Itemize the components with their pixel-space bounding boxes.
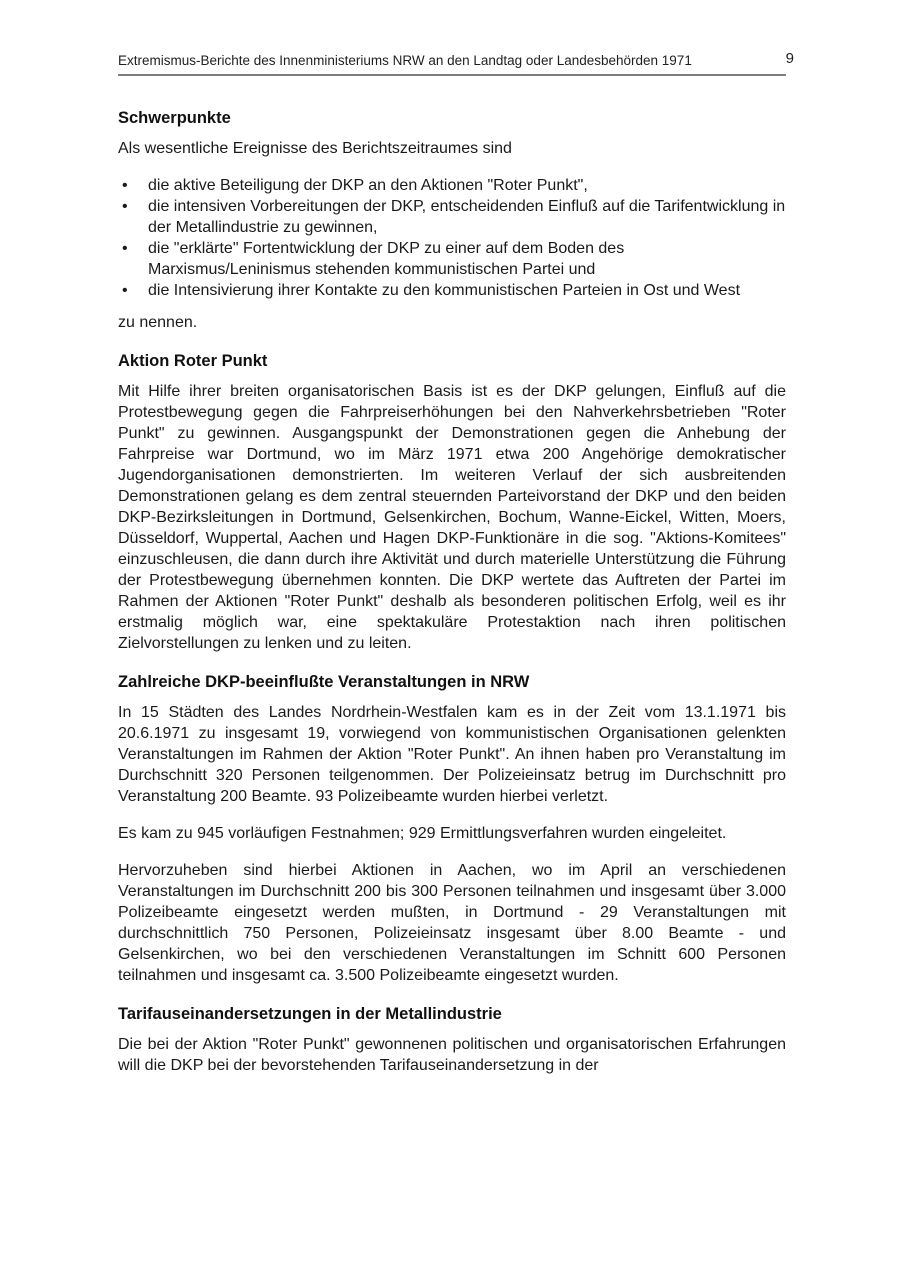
list-item xyxy=(118,238,786,280)
key-events-list xyxy=(118,175,786,301)
paragraph: Mit Hilfe ihrer breiten organisatorischen Basis ist es der DKP gelungen, Einfluß auf die Protestbewegung gegen die Fahrpreiserhöhungen bei den Nahverkehrsbetrieben "Roter Punkt" zu gewinnen. Ausgangspunkt der Demonstrationen gegen die Anhebung der Fahrpreise war Dortmund, wo im März 1971 etwa 200 Angehörige demokratischer Jugendorganisationen demonstrierten. Im weiteren Verlauf der sich ausbreitenden Demonstrationen gelang es dem zentral steuernden Parteivorstand der DKP und den beiden DKP-Bezirksleitungen in Dortmund, Gelsenkirchen, Bochum, Wanne-Eickel, Witten, Moers, Düsseldorf, Wuppertal, Aachen und Hagen DKP-Funktionäre in die sog. "Aktions-Komitees" einzuschleusen, die dann durch ihre Aktivität und durch materielle Unterstützung die Führung der Protestbewegung übernehmen konnten. Die DKP wertete das Auftreten der Partei im Rahmen der Aktionen "Roter Punkt" deshalb als besonderen politischen Erfolg, weil es ihr erstmalig möglich war, eine spektakuläre Protestaktion nach ihren politischen Zielvorstellungen zu lenken und zu leiten. xyxy=(118,383,786,652)
section-heading-schwerpunkte: Schwerpunkte xyxy=(118,109,231,127)
section-heading: Aktion Roter Punkt xyxy=(118,352,268,370)
page-number: 9 xyxy=(785,50,794,67)
page-content xyxy=(118,50,794,1092)
lead-paragraph: Als wesentliche Ereignisse des Berichtszeitraumes sind xyxy=(118,140,512,157)
bullet-icon: • xyxy=(122,177,128,194)
list-item xyxy=(118,175,786,196)
list-item-text: die intensiven Vorbereitungen der DKP, entscheidenden Einfluß auf die Tarifentwicklung in der Metallindustrie zu gewinnen, xyxy=(148,198,786,236)
section-heading: Tarifauseinandersetzungen in der Metallindustrie xyxy=(118,1005,502,1023)
paragraph: Die bei der Aktion "Roter Punkt" gewonnenen politischen und organisatorischen Erfahrungen will die DKP bei der bevorstehenden Tarifauseinandersetzung in der xyxy=(118,1036,786,1074)
list-item xyxy=(118,280,786,301)
bullet-icon: • xyxy=(122,282,128,299)
running-header-title: Extremismus-Berichte des Innenministeriums NRW an den Landtag oder Landesbehörden 1971 xyxy=(118,53,692,68)
paragraph: In 15 Städten des Landes Nordrhein-Westfalen kam es in der Zeit vom 13.1.1971 bis 20.6.1971 zu insgesamt 19, vorwiegend von kommunistischen Organisationen gelenkten Veranstaltungen im Rahmen der Aktion "Roter Punkt". An ihnen haben pro Veranstaltung im Durchschnitt 320 Personen teilgenommen. Der Polizeieinsatz betrug im Durchschnitt pro Veranstaltung 200 Beamte. 93 Polizeibeamte wurden hierbei verletzt. xyxy=(118,704,786,805)
section-veranstaltungen-nrw xyxy=(118,672,786,986)
outro-line: zu nennen. xyxy=(118,314,198,331)
section-tarifauseinandersetzungen xyxy=(118,1004,786,1076)
section-aktion-roter-punkt xyxy=(118,351,786,654)
running-header xyxy=(118,50,794,76)
list-item-text: die Intensivierung ihrer Kontakte zu den kommunistischen Parteien in Ost und West xyxy=(148,282,741,299)
list-item-text: die "erklärte" Fortentwicklung der DKP zu einer auf dem Boden des Marxismus/Leninismus stehenden kommunistischen Partei und xyxy=(148,240,625,278)
section-heading: Zahlreiche DKP-beeinflußte Veranstaltungen in NRW xyxy=(118,673,530,691)
list-item-text: die aktive Beteiligung der DKP an den Aktionen "Roter Punkt", xyxy=(148,177,588,194)
list-item xyxy=(118,196,786,238)
paragraph: Es kam zu 945 vorläufigen Festnahmen; 929 Ermittlungsverfahren wurden eingeleitet. xyxy=(118,825,727,842)
bullet-icon: • xyxy=(122,198,128,215)
bullet-icon: • xyxy=(122,240,128,257)
paragraph: Hervorzuheben sind hierbei Aktionen in Aachen, wo im April an verschiedenen Veranstaltungen im Durchschnitt 200 bis 300 Personen teilnahmen und insgesamt über 3.000 Polizeibeamte eingesetzt werden mußten, in Dortmund - 29 Veranstaltungen mit durchschnittlich 750 Personen, Polizeieinsatz insgesamt über 8.00 Beamte - und Gelsenkirchen, wo bei den verschiedenen Veranstaltungen im Schnitt 600 Personen teilnahmen und insgesamt ca. 3.500 Polizeibeamte eingesetzt wurden. xyxy=(118,862,786,984)
